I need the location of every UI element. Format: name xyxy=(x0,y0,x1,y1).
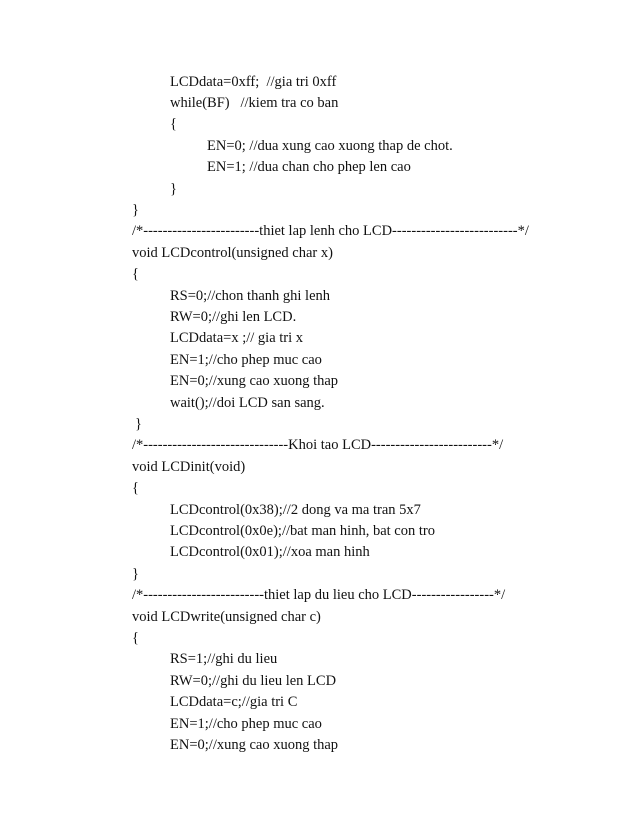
code-line: /*-------------------------thiet lap du lieu cho LCD-----------------*/ xyxy=(132,587,506,603)
code-line: RS=0;//chon thanh ghi lenh xyxy=(170,288,331,304)
code-line: } xyxy=(132,202,139,218)
code-line: void LCDwrite(unsigned char c) xyxy=(132,609,321,625)
code-line: EN=1; //dua chan cho phep len cao xyxy=(207,159,411,175)
code-line: /*------------------------thiet lap lenh cho LCD--------------------------*/ xyxy=(132,223,529,239)
code-line: } xyxy=(135,416,142,432)
code-line: wait();//doi LCD san sang. xyxy=(170,395,325,411)
code-line: LCDdata=x ;// gia tri x xyxy=(170,330,304,346)
code-line: while(BF) //kiem tra co ban xyxy=(170,95,339,111)
code-line: } xyxy=(170,181,177,197)
code-line: LCDdata=0xff; //gia tri 0xff xyxy=(170,74,337,90)
code-line: EN=0;//xung cao xuong thap xyxy=(170,737,339,753)
code-line: { xyxy=(170,116,177,132)
code-line: /*------------------------------Khoi tao LCD-------------------------*/ xyxy=(132,437,504,453)
code-line: RW=0;//ghi du lieu len LCD xyxy=(170,673,337,689)
code-line: RS=1;//ghi du lieu xyxy=(170,651,278,667)
code-line: void LCDinit(void) xyxy=(132,459,246,475)
code-line: { xyxy=(132,630,139,646)
code-line: void LCDcontrol(unsigned char x) xyxy=(132,245,333,261)
code-line: LCDcontrol(0x01);//xoa man hinh xyxy=(170,544,370,560)
code-line: EN=0;//xung cao xuong thap xyxy=(170,373,339,389)
code-line: RW=0;//ghi len LCD. xyxy=(170,309,297,325)
code-line: EN=1;//cho phep muc cao xyxy=(170,716,322,732)
code-line: } xyxy=(132,566,139,582)
code-line: EN=0; //dua xung cao xuong thap de chot. xyxy=(207,138,453,154)
code-line: { xyxy=(132,266,139,282)
code-line: LCDcontrol(0x0e);//bat man hinh, bat con tro xyxy=(170,523,435,539)
code-line: { xyxy=(132,480,139,496)
code-line: LCDcontrol(0x38);//2 dong va ma tran 5x7 xyxy=(170,502,421,518)
code-line: EN=1;//cho phep muc cao xyxy=(170,352,322,368)
code-line: LCDdata=c;//gia tri C xyxy=(170,694,298,710)
